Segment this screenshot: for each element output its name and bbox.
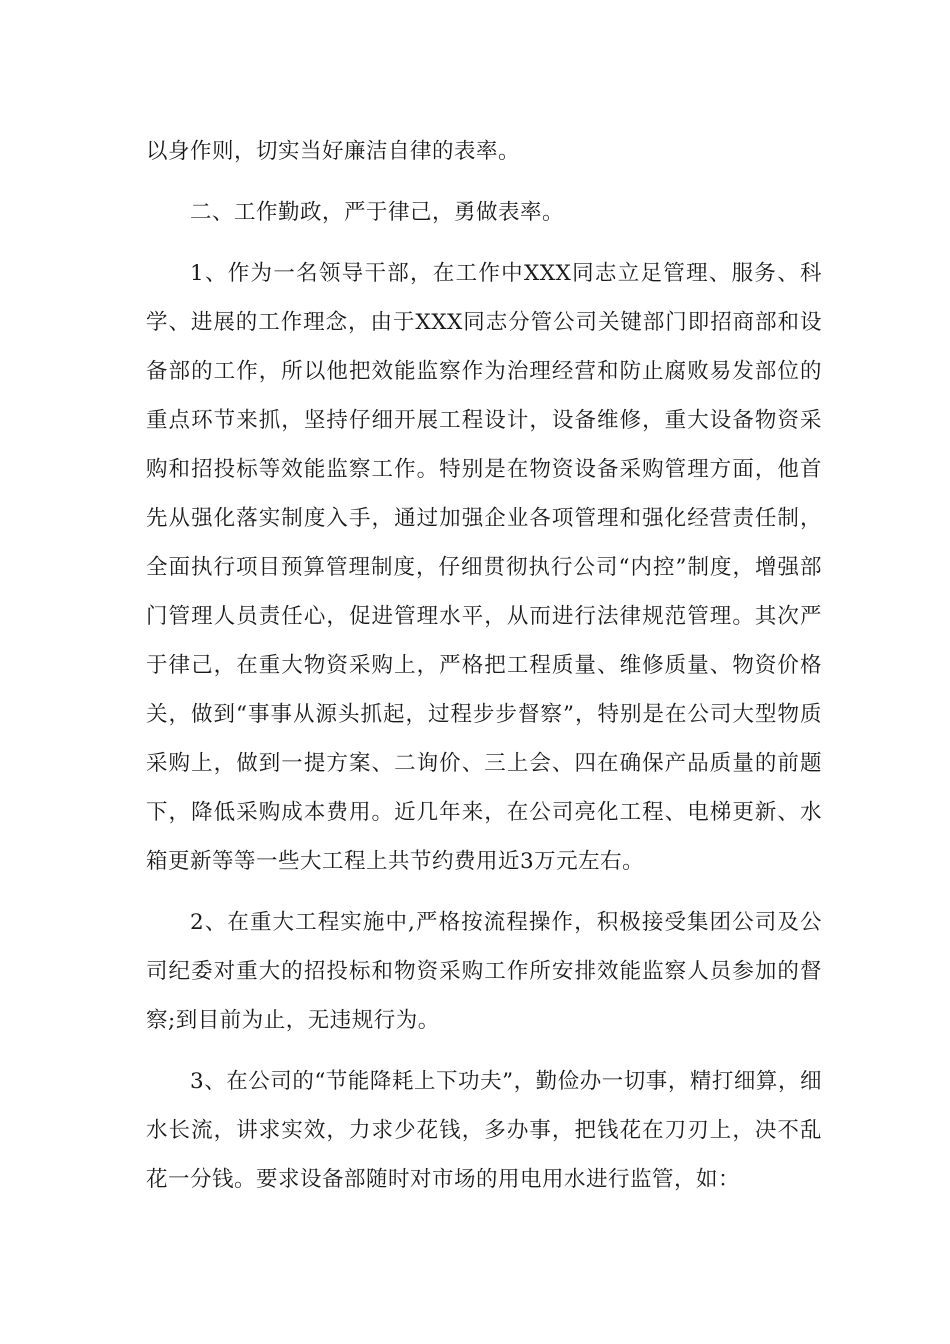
paragraph-item-2: 2、在重大工程实施中,严格按流程操作，积极接受集团公司及公司纪委对重大的招投标和物资采购工作所安排效能监察人员参加的督察;到目前为止，无违规行为。 xyxy=(146,910,822,1033)
document-body xyxy=(146,127,822,1204)
section-heading: 二、工作勤政，严于律己，勇做表率。 xyxy=(190,200,565,225)
paragraph-item-1: 1、作为一名领导干部，在工作中XXX同志立足管理、服务、科学、进展的工作理念，由于XXX同志分管公司关键部门即招商部和设备部的工作，所以他把效能监察作为治理经营和防止腐败易发部位的重点环节来抓，坚持仔细开展工程设计，设备维修，重大设备物资采购和招投标等效能监察工作。特别是在物资设备采购管理方面，他首先从强化落实制度入手，通过加强企业各项管理和强化经营责任制，全面执行项目预算管理制度，仔细贯彻执行公司“内控”制度，增强部门管理人员责任心，促进管理水平，从而进行法律规范管理。其次严于律己，在重大物资采购上，严格把工程质量、维修质量、物资价格关，做到“事事从源头抓起，过程步步督察”，特别是在公司大型物质采购上，做到一提方案、二询价、三上会、四在确保产品质量的前题下，降低采购成本费用。近几年来，在公司亮化工程、电梯更新、水箱更新等等一些大工程上共节约费用近3万元左右。 xyxy=(146,261,822,874)
paragraph-item-3: 3、在公司的“节能降耗上下功夫”，勤俭办一切事，精打细算，细水长流，讲求实效，力求少花钱，多办事，把钱花在刀刃上，决不乱花一分钱。要求设备部随时对市场的用电用水进行监管，如： xyxy=(146,1069,822,1192)
paragraph-continuation: 以身作则，切实当好廉洁自律的表率。 xyxy=(146,139,521,164)
